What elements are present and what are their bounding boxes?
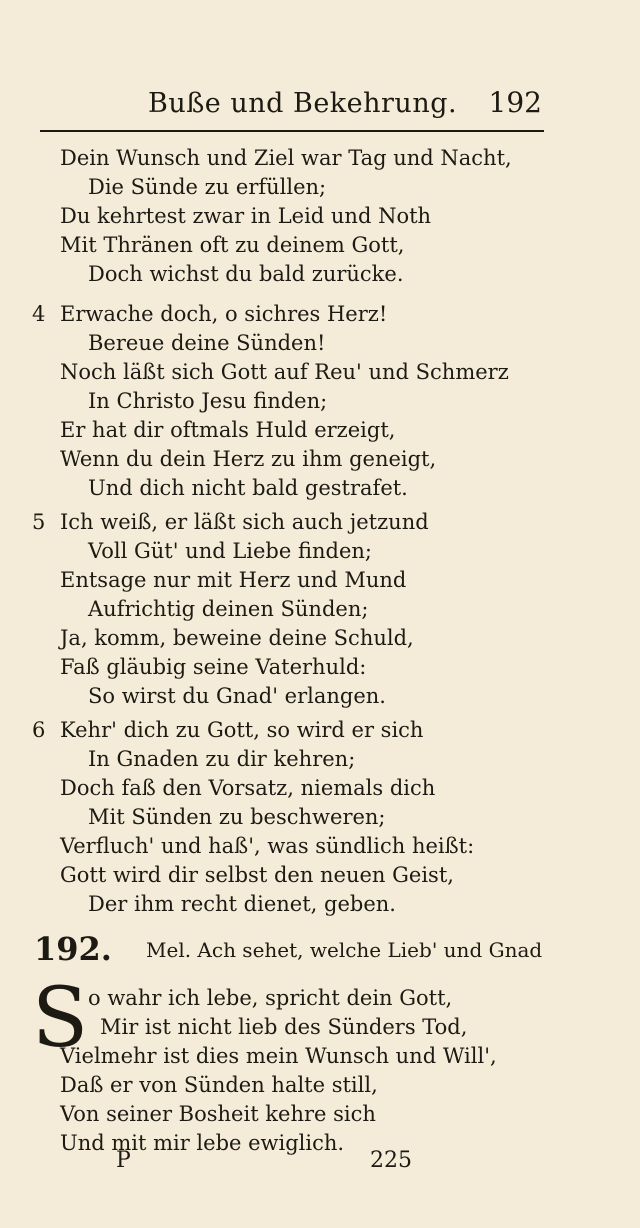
verse-line: Faß gläubig seine Vaterhuld: — [60, 655, 367, 679]
verse-line: Erwache doch, o sichres Herz! — [60, 302, 388, 326]
verse-line: Die Sünde zu erfüllen; — [88, 175, 327, 199]
verse-line: Ich weiß, er läßt sich auch jetzund — [60, 510, 429, 534]
verse-line: Aufrichtig deinen Sünden; — [88, 597, 369, 621]
verse-line: In Gnaden zu dir kehren; — [88, 747, 356, 771]
verse-line: Bereue deine Sünden! — [88, 331, 326, 355]
verse-line: Und dich nicht bald gestrafet. — [88, 476, 408, 500]
verse-line: So wirst du Gnad' erlangen. — [88, 684, 386, 708]
verse-line: Wenn du dein Herz zu ihm geneigt, — [60, 447, 437, 471]
verse-line: Gott wird dir selbst den neuen Geist, — [60, 863, 454, 887]
stanza-number: 5 — [32, 510, 46, 534]
verse-line: Er hat dir oftmals Huld erzeigt, — [60, 418, 396, 442]
verse-line: Kehr' dich zu Gott, so wird er sich — [60, 718, 424, 742]
header-rule — [40, 130, 544, 132]
hymn-number: 192. — [34, 930, 112, 968]
verse-line: Mit Sünden zu beschweren; — [88, 805, 386, 829]
verse-line: Dein Wunsch und Ziel war Tag und Nacht, — [60, 146, 512, 170]
verse-line: Verfluch' und haß', was sündlich heißt: — [60, 834, 475, 858]
verse-line: Mir ist nicht lieb des Sünders Tod, — [100, 1015, 468, 1039]
stanza-number: 6 — [32, 718, 46, 742]
footer-number: 225 — [370, 1148, 412, 1173]
verse-line: Von seiner Bosheit kehre sich — [60, 1102, 376, 1126]
verse-line: Voll Güt' und Liebe finden; — [88, 539, 372, 563]
running-title: Buße und Bekehrung. — [148, 88, 458, 119]
verse-line: Daß er von Sünden halte still, — [60, 1073, 378, 1097]
verse-line: o wahr ich lebe, spricht dein Gott, — [88, 986, 453, 1010]
page-footer — [0, 1146, 640, 1182]
melody-indication: Mel. Ach sehet, welche Lieb' und Gnad — [146, 938, 543, 962]
signature-mark: P — [116, 1148, 131, 1173]
verse-line: In Christo Jesu finden; — [88, 389, 328, 413]
verse-line: Vielmehr ist dies mein Wunsch und Will', — [60, 1044, 497, 1068]
verse-line: Und mit mir lebe ewiglich. — [60, 1131, 345, 1155]
stanza-number: 4 — [32, 302, 46, 326]
verse-line: Noch läßt sich Gott auf Reu' und Schmerz — [60, 360, 509, 384]
page-number: 192 — [488, 86, 542, 119]
verse-line: Der ihm recht dienet, geben. — [88, 892, 396, 916]
verse-line: Doch faß den Vorsatz, niemals dich — [60, 776, 436, 800]
verse-line: Du kehrtest zwar in Leid und Noth — [60, 204, 432, 228]
running-head — [0, 84, 640, 128]
verse-line: Mit Thränen oft zu deinem Gott, — [60, 233, 405, 257]
verse-line: Doch wichst du bald zurücke. — [88, 262, 404, 286]
drop-capital: S — [32, 971, 89, 1066]
verse-line: Ja, komm, beweine deine Schuld, — [60, 626, 414, 650]
verse-line: Entsage nur mit Herz und Mund — [60, 568, 407, 592]
hymn-heading — [0, 928, 640, 972]
